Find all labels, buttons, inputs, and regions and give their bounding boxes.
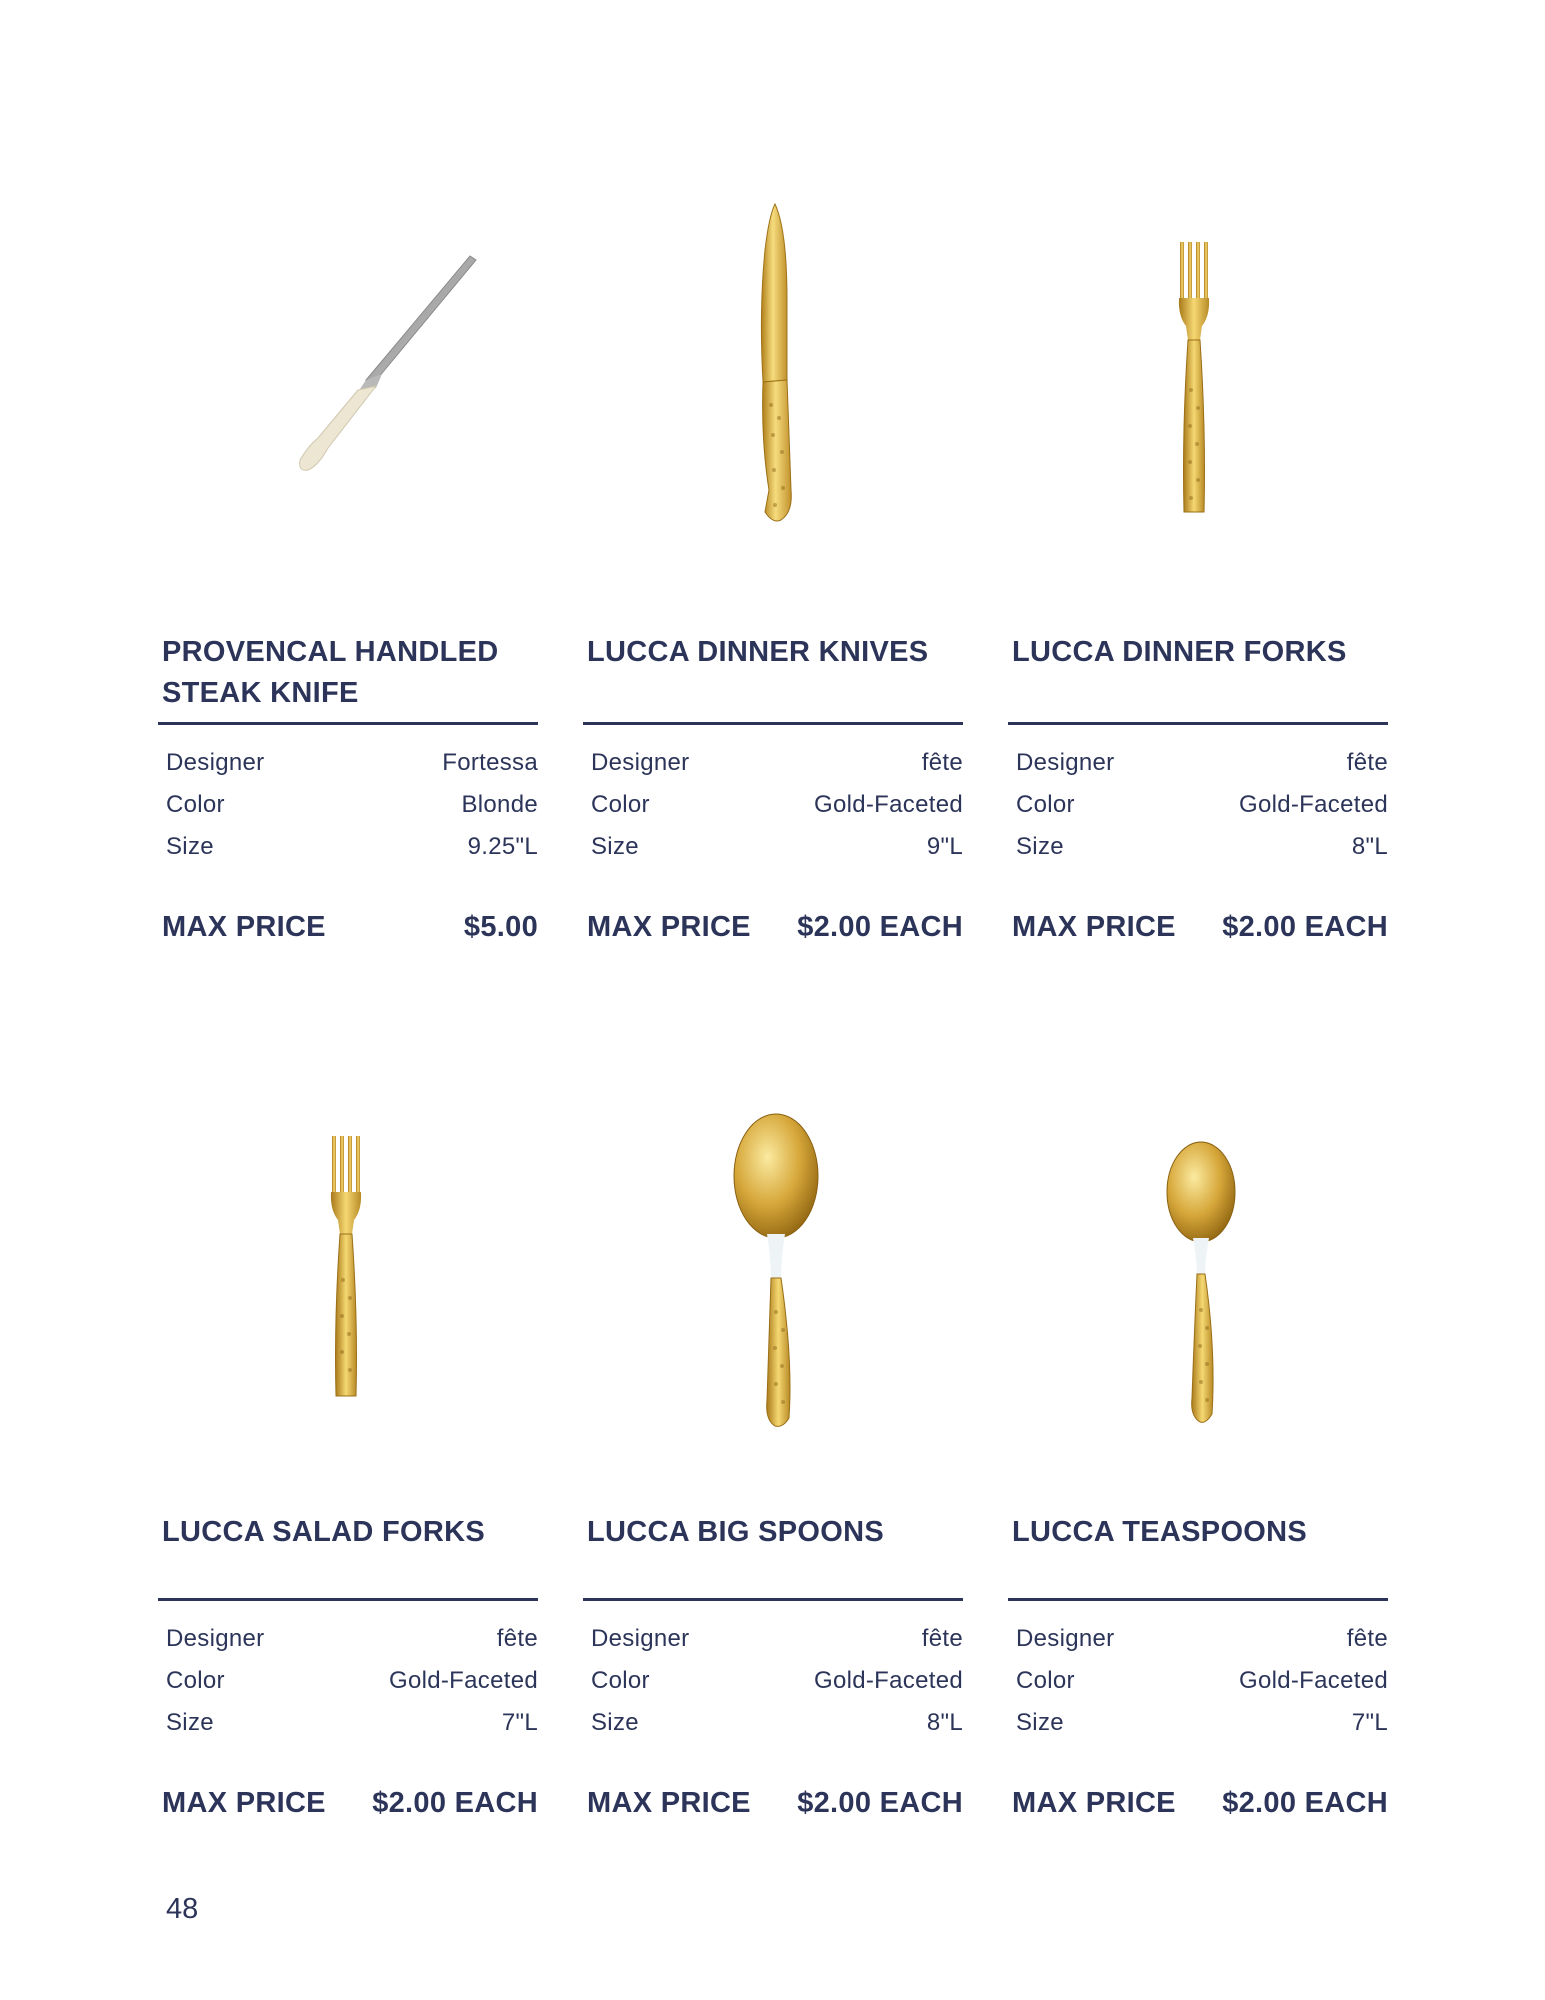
spec-value: fête (921, 749, 963, 776)
spec-label: Size (1016, 833, 1064, 860)
price-value: $2.00 EACH (1222, 911, 1388, 943)
spec-row-designer (166, 1618, 538, 1660)
divider (583, 1598, 963, 1601)
price-value: $2.00 EACH (797, 1787, 963, 1819)
dinner-knife-icon (583, 190, 963, 570)
spec-value: 8"L (1351, 833, 1388, 860)
spec-row-size (591, 826, 963, 868)
spec-value: Fortessa (442, 749, 538, 776)
price-label: MAX PRICE (587, 911, 751, 943)
product-title: LUCCA SALAD FORKS (162, 1516, 486, 1548)
spec-label: Size (166, 833, 214, 860)
price-value: $5.00 (463, 911, 538, 943)
spec-label: Designer (1016, 1625, 1115, 1652)
price-value: $2.00 EACH (1222, 1787, 1388, 1819)
spec-label: Color (1016, 1667, 1075, 1694)
price-label: MAX PRICE (1012, 1787, 1176, 1819)
spec-label: Size (1016, 1709, 1064, 1736)
dinner-fork-icon (1008, 190, 1388, 570)
spec-row-color (591, 1660, 963, 1702)
spec-label: Color (166, 1667, 225, 1694)
big-spoon-icon (583, 1080, 963, 1460)
spec-list (166, 1618, 538, 1744)
spec-row-designer (1016, 1618, 1388, 1660)
product-title: PROVENCAL HANDLED STEAK KNIFE (162, 636, 499, 709)
spec-label: Color (591, 791, 650, 818)
price-row (1012, 907, 1388, 947)
spec-value: Gold-Faceted (1238, 791, 1388, 818)
divider (583, 722, 963, 725)
spec-list (1016, 742, 1388, 868)
spec-row-color (166, 1660, 538, 1702)
spec-row-color (1016, 784, 1388, 826)
spec-value: fête (496, 1625, 538, 1652)
spec-row-size (591, 1702, 963, 1744)
teaspoon-icon (1008, 1080, 1388, 1460)
spec-label: Designer (166, 1625, 265, 1652)
spec-label: Size (591, 833, 639, 860)
price-value: $2.00 EACH (372, 1787, 538, 1819)
spec-value: 7"L (501, 1709, 538, 1736)
spec-value: 9.25"L (467, 833, 538, 860)
spec-value: fête (1346, 749, 1388, 776)
spec-label: Designer (591, 749, 690, 776)
spec-label: Designer (1016, 749, 1115, 776)
spec-list (166, 742, 538, 868)
spec-value: 9"L (926, 833, 963, 860)
spec-label: Color (1016, 791, 1075, 818)
spec-row-color (1016, 1660, 1388, 1702)
spec-label: Color (166, 791, 225, 818)
spec-row-designer (166, 742, 538, 784)
spec-value: fête (1346, 1625, 1388, 1652)
page-number: 48 (166, 1893, 199, 1925)
price-row (1012, 1783, 1388, 1823)
product-title: LUCCA DINNER FORKS (1012, 636, 1347, 668)
product-title: LUCCA TEASPOONS (1012, 1516, 1308, 1548)
spec-row-designer (1016, 742, 1388, 784)
spec-label: Designer (166, 749, 265, 776)
price-row (162, 1783, 538, 1823)
spec-row-size (1016, 1702, 1388, 1744)
spec-value: fête (921, 1625, 963, 1652)
steak-knife-icon (158, 190, 538, 570)
spec-value: Gold-Faceted (388, 1667, 538, 1694)
salad-fork-icon (158, 1080, 538, 1460)
spec-row-color (591, 784, 963, 826)
price-label: MAX PRICE (162, 911, 326, 943)
spec-value: 7"L (1351, 1709, 1388, 1736)
spec-label: Color (591, 1667, 650, 1694)
price-label: MAX PRICE (587, 1787, 751, 1819)
spec-list (591, 742, 963, 868)
divider (158, 1598, 538, 1601)
spec-label: Designer (591, 1625, 690, 1652)
divider (158, 722, 538, 725)
price-row (587, 1783, 963, 1823)
spec-value: 8"L (926, 1709, 963, 1736)
spec-label: Size (591, 1709, 639, 1736)
spec-row-size (166, 1702, 538, 1744)
spec-list (591, 1618, 963, 1744)
spec-value: Gold-Faceted (813, 791, 963, 818)
price-row (587, 907, 963, 947)
spec-list (1016, 1618, 1388, 1744)
price-label: MAX PRICE (162, 1787, 326, 1819)
divider (1008, 722, 1388, 725)
product-title: LUCCA DINNER KNIVES (587, 636, 929, 668)
spec-row-size (1016, 826, 1388, 868)
spec-row-designer (591, 1618, 963, 1660)
product-title: LUCCA BIG SPOONS (587, 1516, 884, 1548)
spec-label: Size (166, 1709, 214, 1736)
spec-row-designer (591, 742, 963, 784)
price-label: MAX PRICE (1012, 911, 1176, 943)
price-row (162, 907, 538, 947)
spec-row-size (166, 826, 538, 868)
spec-value: Gold-Faceted (1238, 1667, 1388, 1694)
price-value: $2.00 EACH (797, 911, 963, 943)
spec-value: Blonde (461, 791, 538, 818)
divider (1008, 1598, 1388, 1601)
spec-value: Gold-Faceted (813, 1667, 963, 1694)
spec-row-color (166, 784, 538, 826)
